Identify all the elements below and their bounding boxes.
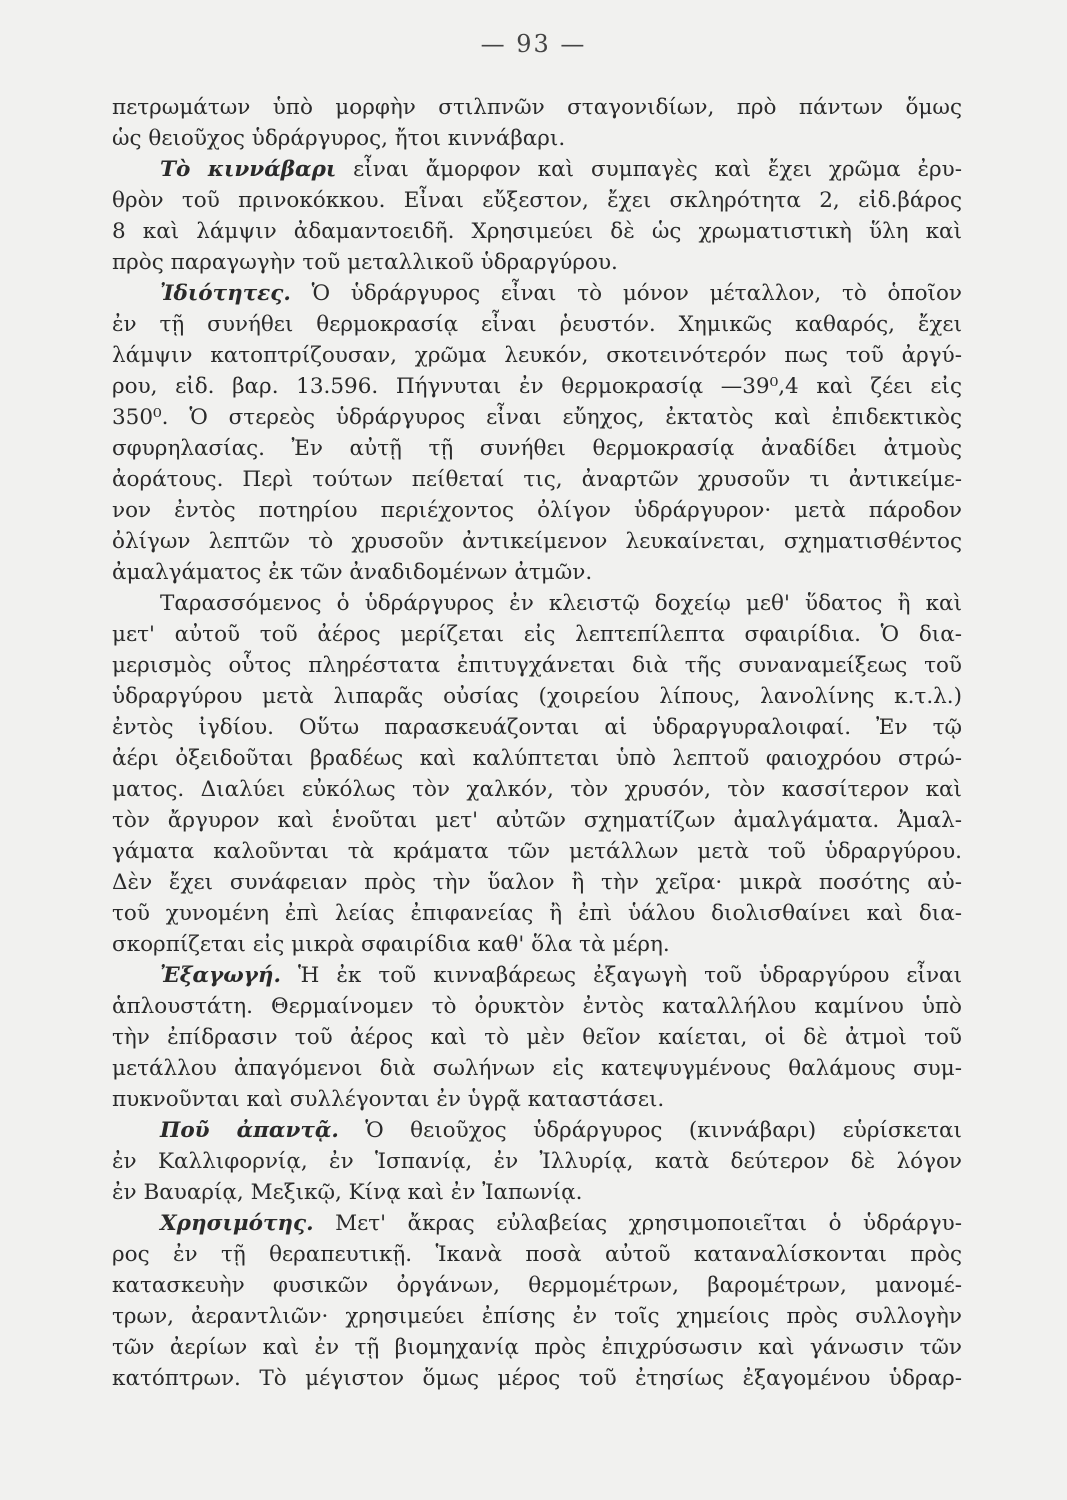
- line-text: θρὸν τοῦ πρινοκόκκου. Εἶναι εὔξεστον, ἔχει σκληρότητα 2, εἰδ.βάρος: [112, 188, 962, 213]
- text-line: [112, 464, 962, 495]
- line-text: ἁπλουστάτη. Θερμαίνομεν τὸ ὀρυκτὸν ἐντὸς καταλλήλου καμίνου ὑπὸ: [112, 994, 962, 1019]
- text-line: [112, 1022, 962, 1053]
- text-line: [112, 1053, 962, 1084]
- text-line: [112, 774, 962, 805]
- text-line: [112, 557, 962, 588]
- line-text: Δὲν ἔχει συνάφειαν πρὸς τὴν ὕαλον ἢ τὴν χεῖρα· μικρὰ ποσότης αὐ-: [112, 870, 962, 895]
- text-line: [112, 371, 962, 402]
- text-line: [112, 92, 962, 123]
- text-line: [112, 898, 962, 929]
- line-text: τὴν ἐπίδρασιν τοῦ ἀέρος καὶ τὸ μὲν θεῖον καίεται, οἱ δὲ ἀτμοὶ τοῦ: [112, 1025, 962, 1050]
- line-text: ὡς θειοῦχος ὑδράργυρος, ἤτοι κιννάβαρι.: [112, 126, 566, 151]
- line-text: ρου, εἰδ. βαρ. 13.596. Πήγνυται ἐν θερμοκρασίᾳ —39⁰,4 καὶ ζέει εἰς: [112, 374, 962, 399]
- line-text: ρος ἐν τῇ θεραπευτικῇ. Ἱκανὰ ποσὰ αὐτοῦ καταναλίσκονται πρὸς: [112, 1242, 962, 1267]
- text-line: [112, 526, 962, 557]
- line-text: τρων, ἀεραντλιῶν· χρησιμεύει ἐπίσης ἐν τοῖς χημείοις πρὸς συλλογὴν: [112, 1304, 962, 1329]
- text-line: [112, 929, 962, 960]
- text-line: [112, 309, 962, 340]
- line-text: μετ' αὐτοῦ τοῦ ἀέρος μερίζεται εἰς λεπτεπίλεπτα σφαιρίδια. Ὁ δια-: [112, 622, 962, 647]
- text-line: [112, 867, 962, 898]
- text-line: [112, 1177, 962, 1208]
- line-text: γάματα καλοῦνται τὰ κράματα τῶν μετάλλων μετὰ τοῦ ὑδραργύρου.: [112, 839, 962, 864]
- line-text: ἐντὸς ἰγδίου. Οὕτω παρασκευάζονται αἱ ὑδραργυραλοιφαί. Ἐν τῷ: [112, 715, 962, 740]
- line-text: μερισμὸς οὗτος πληρέστατα ἐπιτυγχάνεται διὰ τῆς συναναμείξεως τοῦ: [112, 653, 962, 678]
- line-text: τῶν ἀερίων καὶ ἐν τῇ βιομηχανίᾳ πρὸς ἐπιχρύσωσιν καὶ γάνωσιν τῶν: [112, 1335, 962, 1360]
- line-text: ἐν Καλλιφορνίᾳ, ἐν Ἱσπανίᾳ, ἐν Ἰλλυρίᾳ, κατὰ δεύτερον δὲ λόγον: [112, 1149, 962, 1174]
- text-line: [112, 495, 962, 526]
- section-heading: Ἰδιότητες.: [160, 281, 291, 306]
- line-text: 350⁰. Ὁ στερεὸς ὑδράργυρος εἶναι εὔηχος, ἐκτατὸς καὶ ἐπιδεκτικὸς: [112, 405, 962, 430]
- line-text: Ἡ ἐκ τοῦ κινναβάρεως ἐξαγωγὴ τοῦ ὑδραργύρου εἶναι: [280, 963, 962, 988]
- line-text: μετάλλου ἀπαγόμενοι διὰ σωλήνων εἰς κατεψυγμένους θαλάμους συμ-: [112, 1056, 962, 1081]
- line-text: τοῦ χυνομένη ἐπὶ λείας ἐπιφανείας ἢ ἐπὶ ὑάλου διολισθαίνει καὶ δια-: [112, 901, 962, 926]
- text-line: [112, 278, 962, 309]
- text-line: [112, 836, 962, 867]
- line-text: 8 καὶ λάμψιν ἀδαμαντοειδῆ. Χρησιμεύει δὲ ὡς χρωματιστικὴ ὕλη καὶ: [112, 219, 962, 244]
- text-line: [112, 1146, 962, 1177]
- text-line: [112, 619, 962, 650]
- line-text: σκορπίζεται εἰς μικρὰ σφαιρίδια καθ' ὅλα τὰ μέρη.: [112, 932, 670, 957]
- section-heading: Ποῦ ἀπαντᾷ.: [160, 1118, 339, 1143]
- text-line: [112, 991, 962, 1022]
- line-text: ἀμαλγάματος ἐκ τῶν ἀναδιδομένων ἀτμῶν.: [112, 560, 593, 585]
- section-heading: Χρησιμότης.: [160, 1211, 314, 1236]
- text-line: [112, 123, 962, 154]
- text-line: [112, 1363, 962, 1394]
- text-line: [112, 340, 962, 371]
- page-number: — 93 —: [480, 30, 587, 58]
- line-text: ματος. Διαλύει εὐκόλως τὸν χαλκόν, τὸν χρυσόν, τὸν κασσίτερον καὶ: [112, 777, 962, 802]
- line-text: πρὸς παραγωγὴν τοῦ μεταλλικοῦ ὑδραργύρου.: [112, 250, 618, 275]
- text-line: [112, 1084, 962, 1115]
- line-text: πυκνοῦνται καὶ συλλέγονται ἐν ὑγρᾷ καταστάσει.: [112, 1087, 665, 1112]
- text-line: [112, 1239, 962, 1270]
- line-text: λάμψιν κατοπτρίζουσαν, χρῶμα λευκόν, σκοτεινότερόν πως τοῦ ἀργύ-: [112, 343, 962, 368]
- text-line: [112, 650, 962, 681]
- line-text: τὸν ἄργυρον καὶ ἑνοῦται μετ' αὐτῶν σχηματίζων ἀμαλγάματα. Ἀμαλ-: [112, 808, 962, 833]
- section-heading: Τὸ κιννάβαρι: [160, 157, 337, 182]
- line-text: εἶναι ἄμορφον καὶ συμπαγὲς καὶ ἔχει χρῶμα ἐρυ-: [336, 157, 962, 182]
- line-text: κατόπτρων. Τὸ μέγιστον ὅμως μέρος τοῦ ἐτησίως ἐξαγομένου ὑδραρ-: [112, 1366, 962, 1391]
- text-line: [112, 1301, 962, 1332]
- line-text: σφυρηλασίας. Ἐν αὐτῇ τῇ συνήθει θερμοκρασίᾳ ἀναδίδει ἀτμοὺς: [112, 436, 962, 461]
- text-line: [112, 433, 962, 464]
- text-line: [112, 805, 962, 836]
- line-text: ὀλίγων λεπτῶν τὸ χρυσοῦν ἀντικείμενον λευκαίνεται, σχηματισθέντος: [112, 529, 962, 554]
- body-text: [112, 92, 962, 1394]
- line-text: κατασκευὴν φυσικῶν ὀργάνων, θερμομέτρων, βαρομέτρων, μανομέ-: [112, 1273, 962, 1298]
- text-line: [112, 960, 962, 991]
- line-text: ἐν τῇ συνήθει θερμοκρασίᾳ εἶναι ῥευστόν. Χημικῶς καθαρός, ἔχει: [112, 312, 962, 337]
- text-line: [112, 1332, 962, 1363]
- text-line: [112, 247, 962, 278]
- text-line: [112, 1208, 962, 1239]
- text-line: [112, 712, 962, 743]
- line-text: πετρωμάτων ὑπὸ μορφὴν στιλπνῶν σταγονιδίων, πρὸ πάντων ὅμως: [112, 95, 962, 120]
- line-text: Ταρασσόμενος ὁ ὑδράργυρος ἐν κλειστῷ δοχείῳ μεθ' ὕδατος ἢ καὶ: [160, 591, 962, 616]
- text-line: [112, 743, 962, 774]
- line-text: ἀοράτους. Περὶ τούτων πείθεταί τις, ἀναρτῶν χρυσοῦν τι ἀντικείμε-: [112, 467, 962, 492]
- line-text: Ὁ ὑδράργυρος εἶναι τὸ μόνον μέταλλον, τὸ ὁποῖον: [290, 281, 962, 306]
- line-text: νον ἐντὸς ποτηρίου περιέχοντος ὀλίγον ὑδράργυρον· μετὰ πάροδον: [112, 498, 962, 523]
- text-line: [112, 216, 962, 247]
- line-text: ὑδραργύρου μετὰ λιπαρᾶς οὐσίας (χοιρείου λίπους, λανολίνης κ.τ.λ.): [112, 684, 962, 709]
- section-heading: Ἐξαγωγή.: [160, 963, 281, 988]
- text-line: [112, 185, 962, 216]
- text-line: [112, 588, 962, 619]
- line-text: Μετ' ἄκρας εὐλαβείας χρησιμοποιεῖται ὁ ὑδράργυ-: [313, 1211, 962, 1236]
- text-line: [112, 1115, 962, 1146]
- text-line: [112, 402, 962, 433]
- text-line: [112, 154, 962, 185]
- line-text: ἀέρι ὀξειδοῦται βραδέως καὶ καλύπτεται ὑπὸ λεπτοῦ φαιοχρόου στρώ-: [112, 746, 962, 771]
- line-text: ἐν Βαυαρίᾳ, Μεξικῷ, Κίνᾳ καὶ ἐν Ἰαπωνίᾳ.: [112, 1180, 583, 1205]
- line-text: Ὁ θειοῦχος ὑδράργυρος (κιννάβαρι) εὑρίσκεται: [338, 1118, 962, 1143]
- text-line: [112, 1270, 962, 1301]
- text-line: [112, 681, 962, 712]
